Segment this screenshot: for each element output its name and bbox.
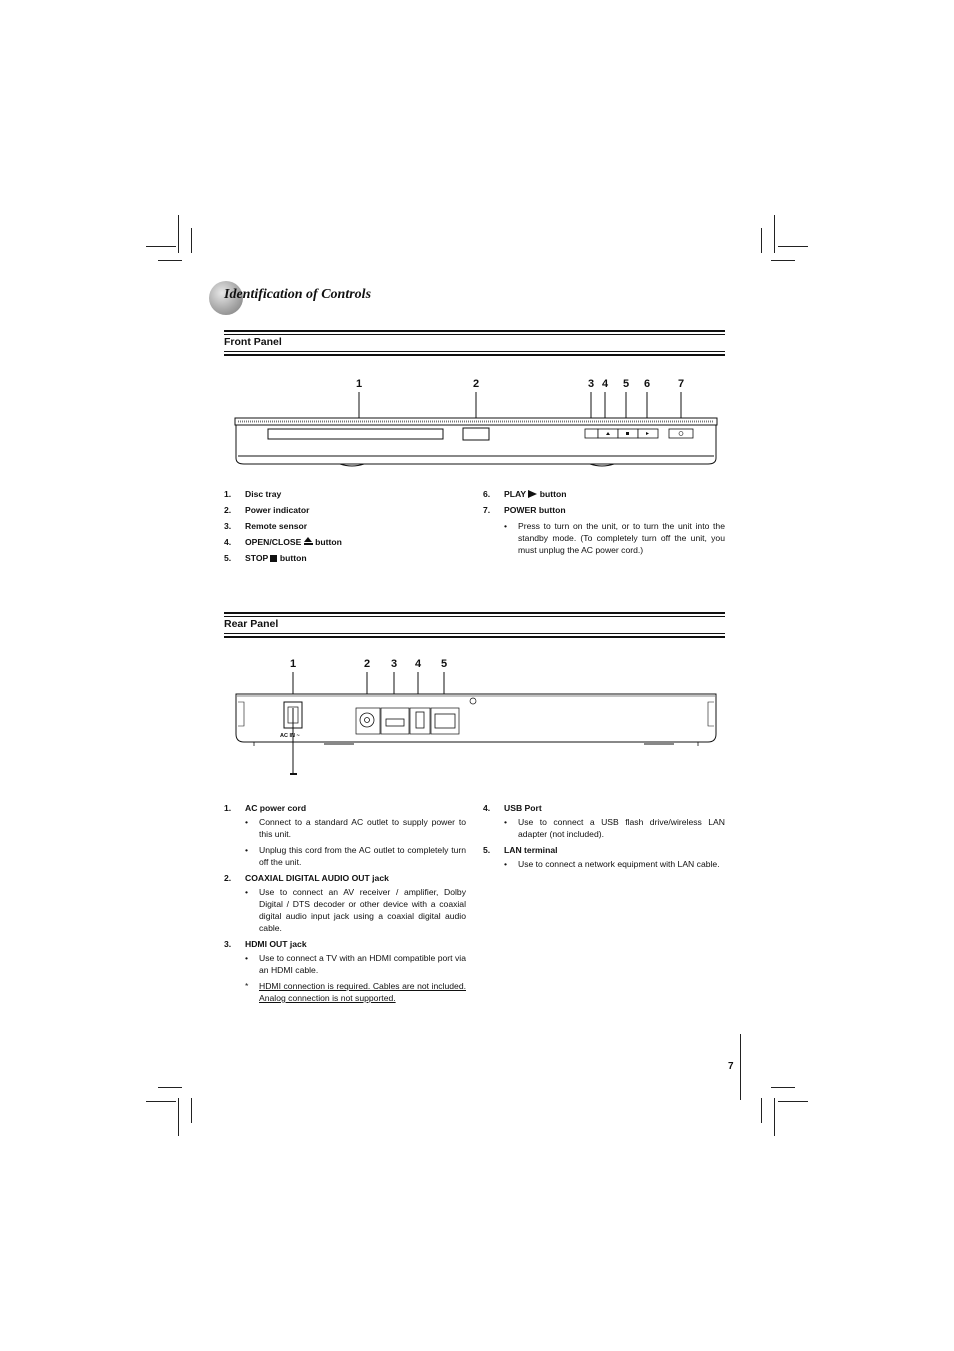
list-item: 5. LAN terminal	[483, 845, 558, 855]
list-item: 5. STOP button	[224, 553, 307, 563]
list-item: 1. AC power cord	[224, 803, 307, 813]
rear-panel-list-right	[483, 802, 725, 874]
crop-mark	[771, 260, 795, 261]
crop-mark	[146, 1101, 176, 1102]
play-icon	[528, 490, 537, 498]
rear-callout-3: 3	[390, 658, 398, 670]
list-item: 6. PLAY button	[483, 489, 567, 499]
crop-mark	[761, 1098, 762, 1123]
crop-mark	[771, 1087, 795, 1088]
front-callout-3: 3	[587, 378, 595, 390]
list-item: 3. Remote sensor	[224, 521, 308, 531]
section-rule	[224, 616, 725, 617]
front-callout-1: 1	[355, 378, 363, 390]
crop-mark	[774, 1098, 775, 1136]
crop-mark	[158, 260, 182, 261]
section-rule	[224, 354, 725, 356]
rear-panel-diagram	[224, 672, 729, 784]
section-rule	[224, 612, 725, 614]
crop-mark	[158, 1087, 182, 1088]
crop-mark	[778, 1101, 808, 1102]
crop-mark	[774, 215, 775, 253]
list-item: 2. COAXIAL DIGITAL AUDIO OUT jack	[224, 873, 389, 883]
rear-callout-1: 1	[289, 658, 297, 670]
list-bullet: • Use to connect a network equipment with LAN cable.	[504, 859, 720, 869]
rear-panel-list-left	[224, 802, 466, 1008]
list-item: 4. OPEN/CLOSE button	[224, 537, 342, 547]
front-panel-list-left	[224, 488, 464, 568]
rear-callout-4: 4	[414, 658, 422, 670]
list-item: 2. Power indicator	[224, 505, 310, 515]
crop-mark	[178, 215, 179, 253]
eject-icon	[304, 537, 313, 546]
crop-mark	[191, 1098, 192, 1123]
crop-mark	[740, 1034, 741, 1100]
list-item: 1. Disc tray	[224, 489, 282, 499]
section-rule	[224, 334, 725, 335]
front-callout-4: 4	[601, 378, 609, 390]
list-bullet: • Connect to a standard AC outlet to supply power to this unit.	[245, 817, 466, 839]
list-item: 4. USB Port	[483, 803, 542, 813]
section-rule	[224, 636, 725, 638]
list-note: * HDMI connection is required. Cables are not included. Analog connection is not supported.	[245, 981, 466, 1003]
crop-mark	[146, 246, 176, 247]
list-bullet: • Use to connect a USB flash drive/wireless LAN adapter (not included).	[504, 817, 725, 839]
front-callout-2: 2	[472, 378, 480, 390]
front-callout-5: 5	[622, 378, 630, 390]
stop-icon	[270, 555, 277, 562]
rear-callout-5: 5	[440, 658, 448, 670]
front-panel-list-right	[483, 488, 725, 560]
section-rule	[224, 633, 725, 634]
front-callout-7: 7	[677, 378, 685, 390]
crop-mark	[191, 228, 192, 253]
front-callout-6: 6	[643, 378, 651, 390]
front-panel-diagram	[224, 392, 729, 470]
list-item: 7. POWER button	[483, 505, 566, 515]
section-rule	[224, 330, 725, 332]
list-bullet: • Use to connect a TV with an HDMI compatible port via an HDMI cable.	[245, 953, 466, 975]
crop-mark	[178, 1098, 179, 1136]
crop-mark	[761, 228, 762, 253]
ac-in-label: AC IN ~	[280, 733, 300, 739]
list-bullet: • Press to turn on the unit, or to turn the unit into the standby mode. (To completely turn off the unit, you must unplug the AC power cord.)	[504, 521, 725, 555]
crop-mark	[778, 246, 808, 247]
section-title: Identification of Controls	[224, 287, 372, 302]
front-panel-heading: Front Panel	[224, 336, 282, 348]
list-item: 3. HDMI OUT jack	[224, 939, 307, 949]
list-bullet: • Use to connect an AV receiver / amplifier, Dolby Digital / DTS decoder or other device with a coaxial digital audio input jack using a coaxial digital audio cable.	[245, 887, 466, 933]
section-rule	[224, 351, 725, 352]
page-number: 7	[728, 1061, 734, 1072]
rear-panel-heading: Rear Panel	[224, 618, 279, 630]
rear-callout-2: 2	[363, 658, 371, 670]
list-bullet: • Unplug this cord from the AC outlet to completely turn off the unit.	[245, 845, 466, 867]
